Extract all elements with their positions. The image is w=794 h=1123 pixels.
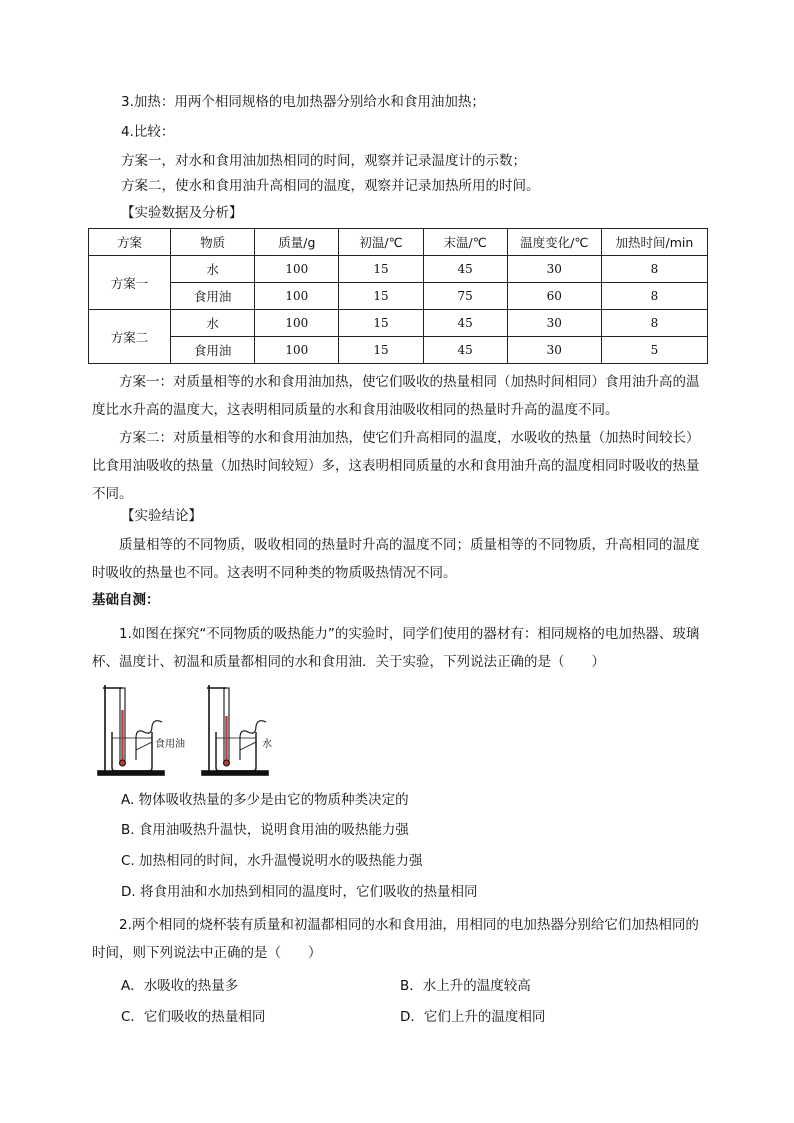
data-heading: 【实验数据及分析】 (121, 205, 243, 221)
header-cell: 质量/g (255, 229, 339, 256)
table-cell: 30 (507, 310, 601, 337)
experiment-data-table (88, 228, 708, 364)
q2-option-b: B．水上升的温度较高 (400, 978, 531, 994)
table-cell: 60 (507, 283, 601, 310)
table-row (89, 310, 708, 337)
q2-option-d: D．它们上升的温度相同 (400, 1009, 546, 1025)
step3-text: 3.加热：用两个相同规格的电加热器分别给水和食用油加热； (121, 94, 485, 110)
table-row (89, 256, 708, 283)
water-figure-label: 水 (262, 739, 272, 750)
header-cell: 温度变化/℃ (507, 229, 601, 256)
table-cell: 食用油 (171, 337, 255, 364)
conclusion-heading: 【实验结论】 (121, 508, 202, 524)
water-apparatus (202, 685, 268, 775)
q2-option-c: C．它们吸收的热量相同 (121, 1009, 266, 1025)
q1-option-c: C. 加热相同的时间，水升温慢说明水的吸热能力强 (121, 853, 423, 869)
header-cell: 方案 (89, 229, 171, 256)
table-cell: 15 (339, 283, 423, 310)
table-cell: 30 (507, 256, 601, 283)
table-cell: 45 (423, 256, 507, 283)
table-cell: 100 (255, 283, 339, 310)
table-cell: 8 (601, 283, 707, 310)
plan-cell: 方案二 (89, 310, 171, 364)
table-cell: 100 (255, 310, 339, 337)
table-cell: 75 (423, 283, 507, 310)
q1-option-b: B. 食用油吸热升温快，说明食用油的吸热能力强 (121, 822, 409, 838)
table-cell: 15 (339, 310, 423, 337)
table-cell: 食用油 (171, 283, 255, 310)
header-cell: 初温/℃ (339, 229, 423, 256)
table-cell: 100 (255, 256, 339, 283)
table-row (89, 337, 708, 364)
table-cell: 45 (423, 337, 507, 364)
analysis-plan1: 方案一：对质量相等的水和食用油加热，使它们吸收的热量相同（加热时间相同）食用油升高的温度比水升高的温度大，这表明相同质量的水和食用油吸收相同的热量时升高的温度不同。 (92, 374, 700, 418)
plan2-text: 方案二，使水和食用油升高相同的温度，观察并记录加热所用的时间。 (121, 178, 540, 194)
table-cell: 100 (255, 337, 339, 364)
header-cell: 物质 (171, 229, 255, 256)
table-cell: 水 (171, 310, 255, 337)
q1-option-d: D. 将食用油和水加热到相同的温度时，它们吸收的热量相同 (121, 884, 478, 900)
table-row (89, 283, 708, 310)
plan1-text: 方案一，对水和食用油加热相同的时间，观察并记录温度计的示数； (121, 153, 526, 169)
table-cell: 5 (601, 337, 707, 364)
plan-cell: 方案一 (89, 256, 171, 310)
table-cell: 15 (339, 337, 423, 364)
q1-option-a: A. 物体吸收热量的多少是由它的物质种类决定的 (121, 792, 409, 808)
conclusion-text: 质量相等的不同物质，吸收相同的热量时升高的温度不同；质量相等的不同物质，升高相同的温度时吸收的热量也不同。这表明不同种类的物质吸热情况不同。 (92, 537, 700, 581)
oil-figure-label: 食用油 (155, 739, 185, 750)
q2-stem: 2.两个相同的烧杯装有质量和初温都相同的水和食用油，用相同的电加热器分别给它们加热相同的时间，则下列说法中正确的是（ ） (92, 917, 699, 961)
header-cell: 末温/℃ (423, 229, 507, 256)
table-header-row (89, 229, 708, 256)
step4-text: 4.比较： (121, 124, 175, 140)
analysis-plan2: 方案二：对质量相等的水和食用油加热，使它们升高相同的温度，水吸收的热量（加热时间较长）比食用油吸收的热量（加热时间较短）多，这表明相同质量的水和食用油升高的温度相同时吸收的热量不同。 (92, 430, 700, 502)
table-cell: 水 (171, 256, 255, 283)
oil-apparatus (98, 685, 164, 775)
table-cell: 8 (601, 310, 707, 337)
self-test-heading: 基础自测： (92, 592, 160, 608)
q1-stem: 1.如图在探究“不同物质的吸热能力”的实验时，同学们使用的器材有：相同规格的电加热器、玻璃杯、温度计、初温和质量都相同的水和食用油．关于实验，下列说法正确的是（ ） (92, 626, 700, 670)
experiment-apparatus-figure (92, 680, 302, 780)
q2-option-a: A．水吸收的热量多 (121, 978, 239, 994)
table-cell: 15 (339, 256, 423, 283)
table-cell: 45 (423, 310, 507, 337)
header-cell: 加热时间/min (601, 229, 707, 256)
table-cell: 30 (507, 337, 601, 364)
table-cell: 8 (601, 256, 707, 283)
